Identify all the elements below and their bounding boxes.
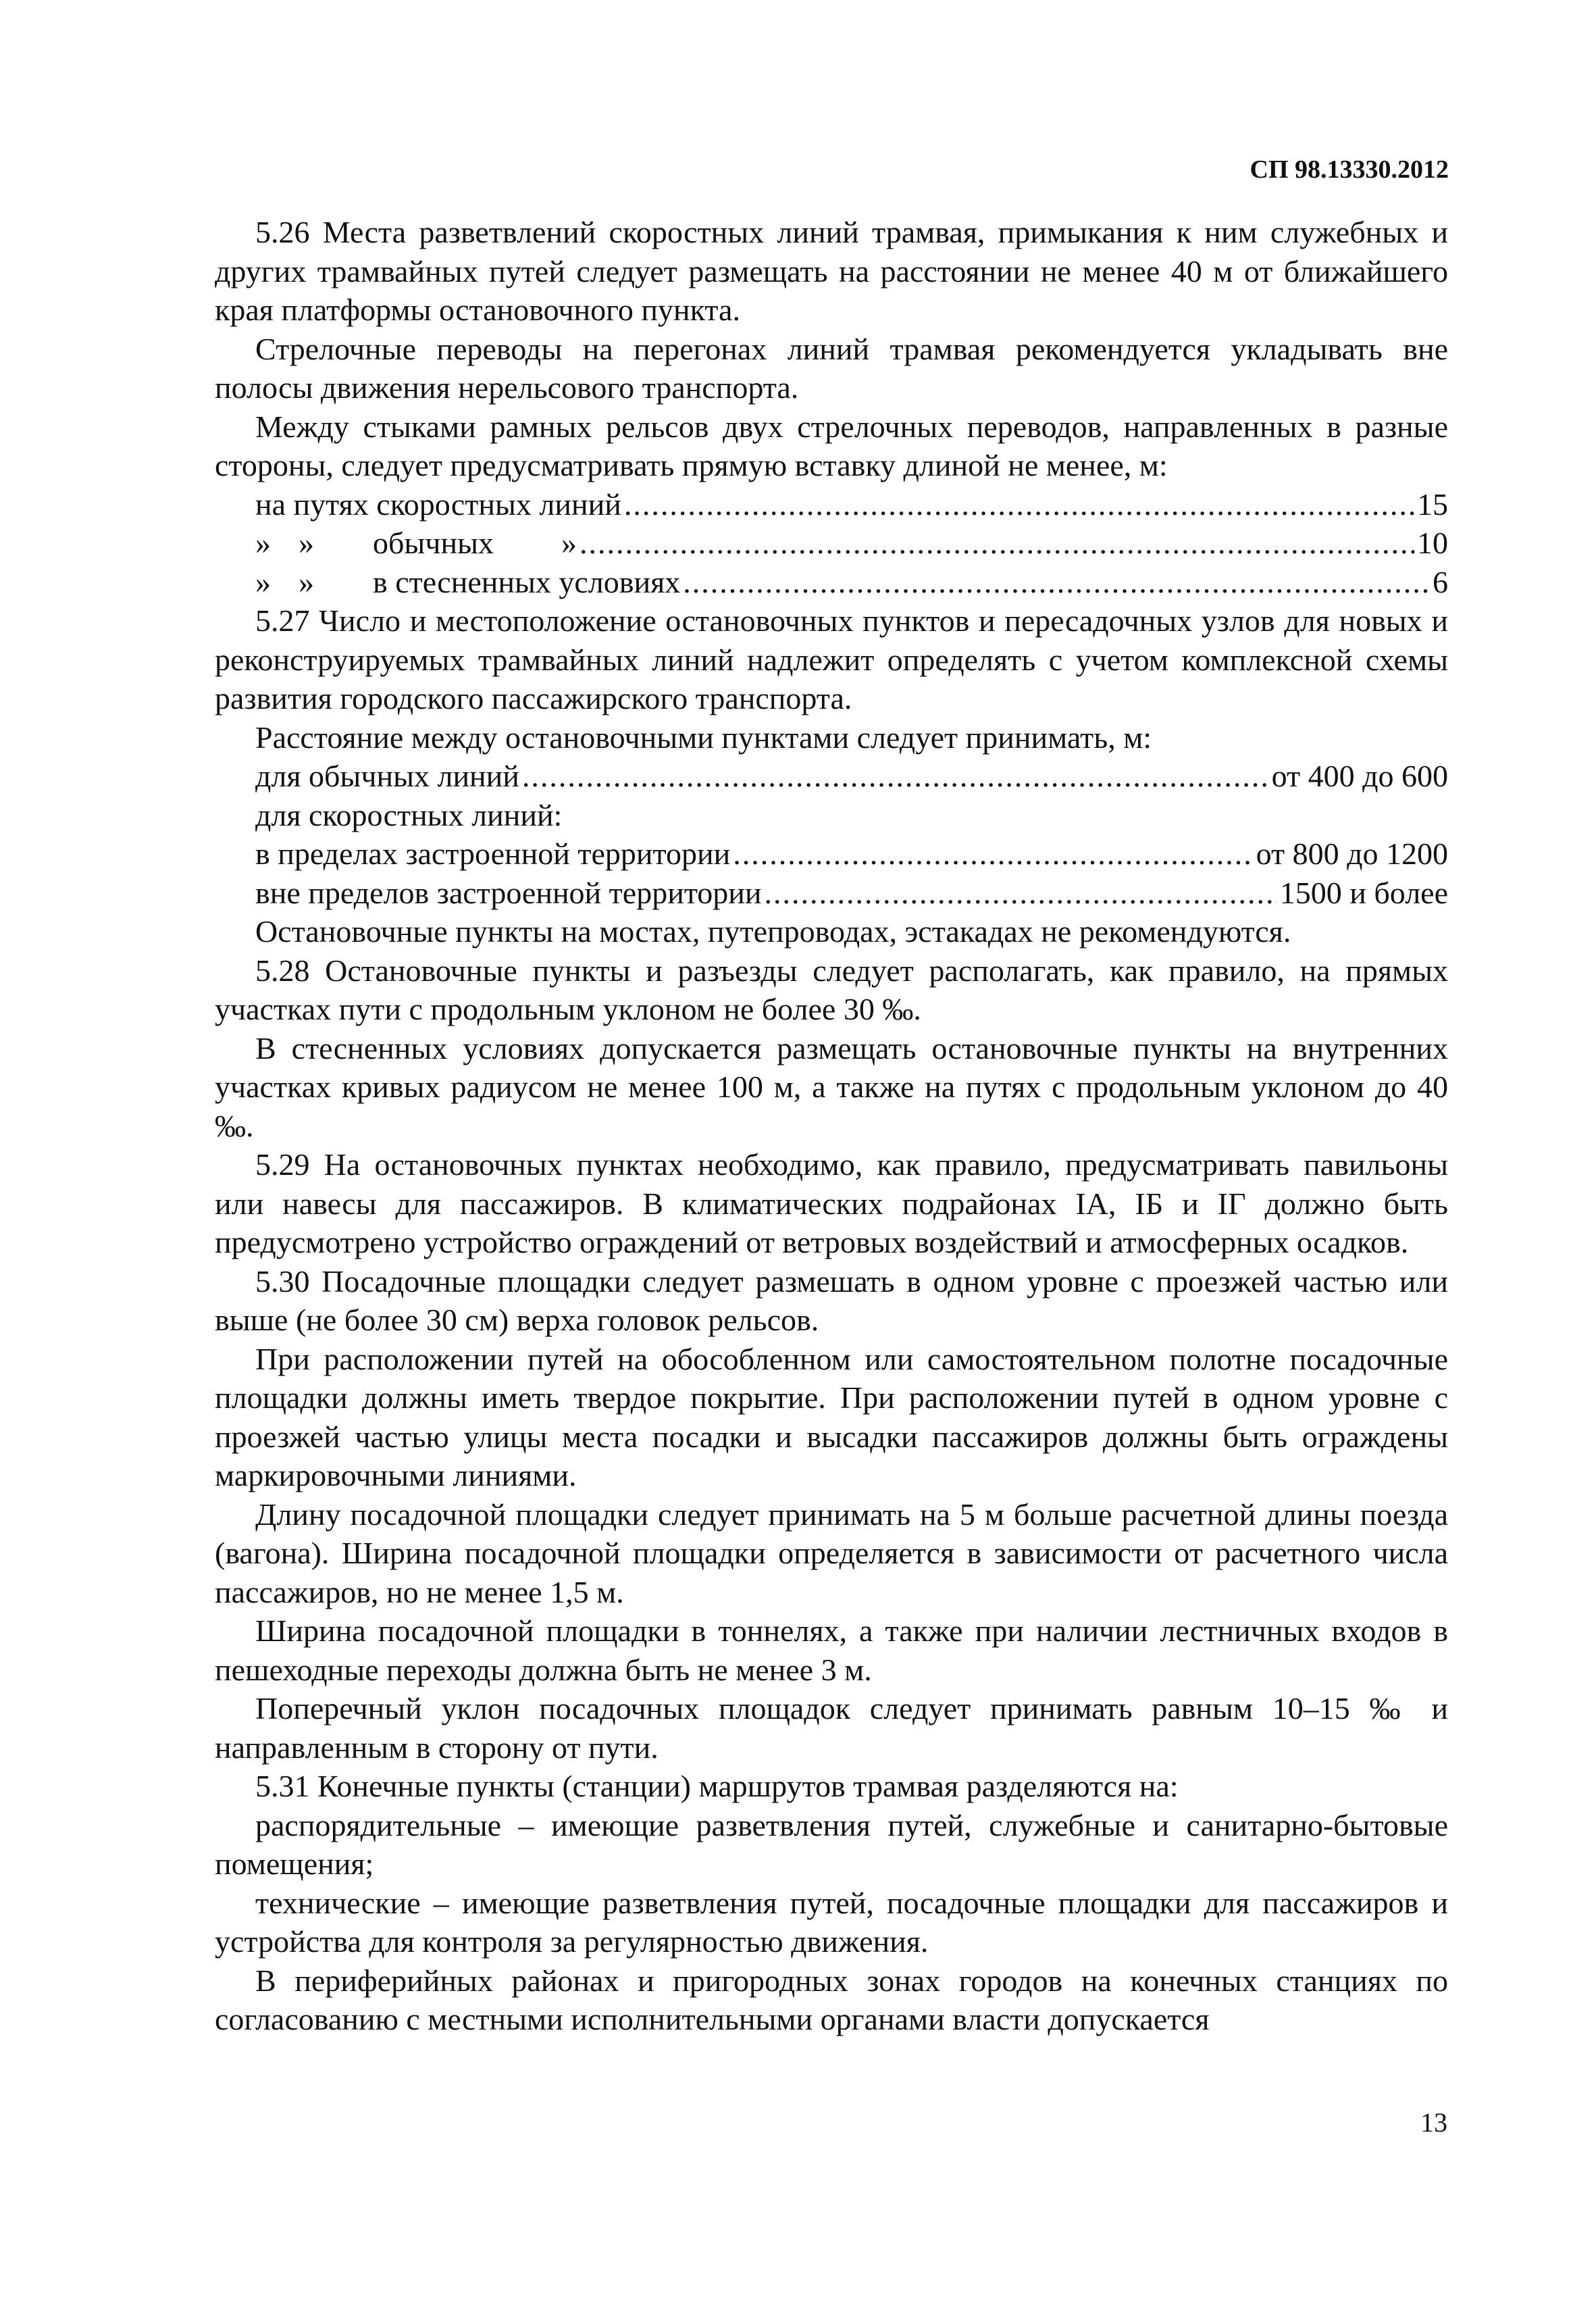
ditto-mark: » <box>299 564 314 599</box>
paragraph-5-30: 5.30 Посадочные площадки следует размешать в одном уровне с проезжей частью или выше (не более 30 см) верха головок рельсов. <box>215 1263 1448 1337</box>
dot-leader <box>765 874 1277 913</box>
insert-row-ordinary <box>215 524 1448 563</box>
stop-row-value: 1500 и более <box>1279 875 1448 910</box>
stop-row-outside <box>215 874 1448 913</box>
dot-leader <box>733 834 1253 874</box>
stop-subheading-high-speed: для скоростных линий: <box>255 797 563 832</box>
page-number: 13 <box>1420 2107 1447 2138</box>
insert-row-label <box>255 524 577 563</box>
ditto-mark: » <box>299 526 314 560</box>
insert-row-label: на путях скоростных линий <box>255 486 621 522</box>
paragraph-5-31-suburban: В периферийных районах и пригородных зонах городов на конечных станциях по согласованию с местными исполнительными органами власти допускается <box>215 1963 1448 2036</box>
ditto-mark: » <box>561 526 577 560</box>
insert-row-label <box>255 563 680 602</box>
insert-row-value: 15 <box>1417 486 1448 522</box>
paragraph-5-28: 5.28 Остановочные пункты и разъезды следует располагать, как правило, на прямых участках пути с продольным уклоном не более 30 ‰. <box>215 953 1448 1026</box>
dot-leader <box>624 485 1414 524</box>
paragraph-5-27: 5.27 Число и местоположение остановочных пунктов и пересадочных узлов для новых и реконструируемых трамвайных линий надлежит определять с учетом комплексной схемы развития городского пассажирского транспорта. <box>215 603 1448 715</box>
stop-row-label: для обычных линий <box>255 759 519 793</box>
dot-leader <box>683 563 1430 602</box>
stop-row-label: в пределах застроенной территории <box>255 836 731 871</box>
ditto-mark: » <box>255 526 271 560</box>
insert-row-word: обычных <box>373 526 494 560</box>
stop-row-label: вне пределов застроенной территории <box>255 875 762 910</box>
paragraph-5-30-length: Длину посадочной площадки следует принимать на 5 м больше расчетной длины поезда (вагона). Ширина посадочной площадки определяется в зависимости от расчетного числа пассажиров, но не менее 1,5 м. <box>215 1496 1448 1609</box>
paragraph-5-30-surface: При расположении путей на обособленном или самостоятельном полотне посадочные площадки должны иметь твердое покрытие. При расположении путей в одном уровне с проезжей частью улицы места посадки и высадки пассажиров должны быть ограждены маркировочными линиями. <box>215 1341 1448 1492</box>
ditto-mark: » <box>255 564 271 599</box>
paragraph-5-27-bridges: Остановочные пункты на мостах, путепроводах, эстакадах не рекомендуются. <box>255 914 1291 949</box>
paragraph-5-31: 5.31 Конечные пункты (станции) маршрутов трамвая разделяются на: <box>255 1769 1179 1803</box>
paragraph-5-29: 5.29 На остановочных пунктах необходимо, как правило, предусматривать павильоны или навесы для пассажиров. В климатических подрайонах IA, IБ и IГ должно быть предусмотрено устройство ограждений от ветровых воздействий и атмосферных осадков. <box>215 1147 1448 1259</box>
paragraph-5-31-technical: технические – имеющие разветвления путей, посадочные площадки для пассажиров и устройства для контроля за регулярностью движения. <box>215 1885 1448 1959</box>
insert-row-value: 6 <box>1433 564 1448 599</box>
paragraph-5-31-dispatch: распорядительные – имеющие разветвления путей, служебные и санитарно-бытовые помещения; <box>215 1807 1448 1881</box>
stop-row-ordinary <box>215 757 1448 796</box>
insert-row-constrained <box>215 563 1448 602</box>
dot-leader <box>522 757 1269 796</box>
paragraph-5-27-distance: Расстояние между остановочными пунктами следует принимать, м: <box>255 720 1152 755</box>
paragraph-5-28-constrained: В стесненных условиях допускается размещать остановочные пункты на внутренних участках кривых радиусом не менее 100 м, а также на путях с продольным уклоном до 40 ‰. <box>215 1030 1448 1143</box>
stop-row-value: от 400 до 600 <box>1271 759 1448 793</box>
paragraph-5-26-insert: Между стыками рамных рельсов двух стрелочных переводов, направленных в разные стороны, следует предусматривать прямую вставку длиной не менее, м: <box>215 409 1448 482</box>
insert-row-word: в стесненных условиях <box>373 564 681 599</box>
paragraph-5-26: 5.26 Места разветвлений скоростных линий трамвая, примыкания к ним служебных и других трамвайных путей следует размещать на расстоянии не менее 40 м от ближайшего края платформы остановочного пункта. <box>215 215 1448 327</box>
paragraph-5-26-switches: Стрелочные переводы на перегонах линий трамвая рекомендуется укладывать вне полосы движения нерельсового транспорта. <box>215 331 1448 405</box>
insert-row-value: 10 <box>1417 526 1448 560</box>
paragraph-5-30-tunnels: Ширина посадочной площадки в тоннелях, а также при наличии лестничных входов в пешеходные переходы должна быть не менее 3 м. <box>215 1613 1448 1687</box>
document-code-header: СП 98.13330.2012 <box>1250 155 1449 184</box>
dot-leader <box>580 524 1414 563</box>
document-body <box>215 213 1448 2039</box>
stop-row-value: от 800 до 1200 <box>1256 836 1448 871</box>
stop-row-built-up <box>215 834 1448 874</box>
insert-row-high-speed <box>215 485 1448 524</box>
paragraph-5-30-slope: Поперечный уклон посадочных площадок следует принимать равным 10–15 ‰ и направленным в сторону от пути. <box>215 1691 1448 1765</box>
